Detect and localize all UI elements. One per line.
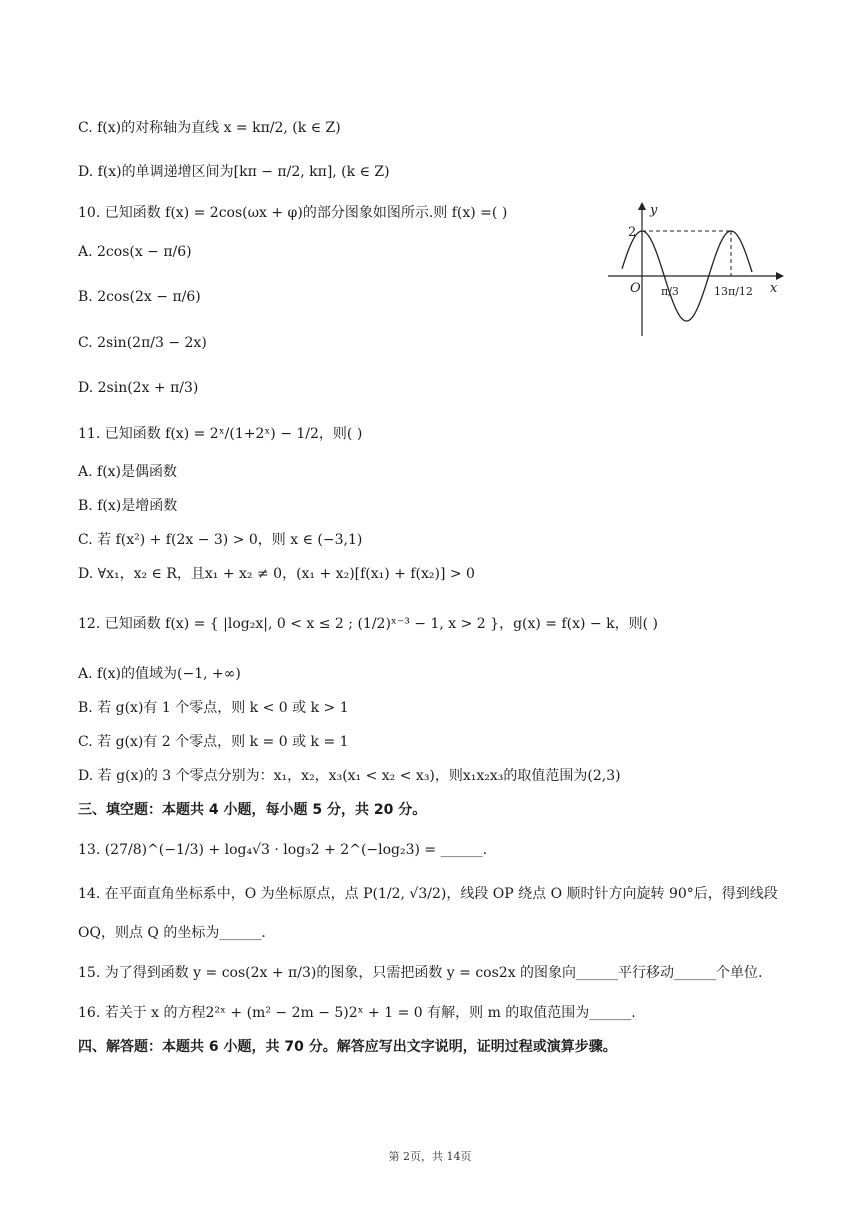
tick-13pi-over-12-label: 13π/12: [714, 285, 753, 298]
y-axis-arrow: [638, 202, 646, 210]
question-line: D. 2sin(2x + π/3): [78, 380, 199, 396]
question-line: C. f(x)的对称轴为直线 x = kπ/2, (k ∈ Z): [78, 120, 341, 136]
question-line: B. 2cos(2x − π/6): [78, 289, 201, 305]
question-line: C. 若 g(x)有 2 个零点，则 k = 0 或 k = 1: [78, 734, 349, 750]
question-line: 11. 已知函数 f(x) = 2ˣ/(1+2ˣ) − 1/2，则( ): [78, 426, 363, 442]
question-line: B. f(x)是增函数: [78, 498, 178, 514]
question-line: A. f(x)是偶函数: [78, 464, 178, 480]
origin-label: O: [630, 281, 641, 296]
page-footer: 第 2页，共 14页: [388, 1150, 472, 1163]
y-max-label: 2: [628, 225, 637, 240]
cosine-graph-figure: [604, 200, 784, 340]
question-line: A. f(x)的值域为(−1, +∞): [78, 666, 241, 682]
x-axis-label: x: [770, 281, 778, 296]
question-line: D. 若 g(x)的 3 个零点分别为：x₁，x₂，x₃(x₁ < x₂ < x₃)，则x₁x₂x₃的取值范围为(2,3): [78, 768, 621, 784]
x-axis-arrow: [776, 272, 784, 280]
question-line: 12. 已知函数 f(x) = { |log₂x|, 0 < x ≤ 2 ; (1/2)ˣ⁻³ − 1, x > 2 }，g(x) = f(x) − k，则( ): [78, 616, 658, 632]
question-line: 16. 若关于 x 的方程2²ˣ + (m² − 2m − 5)2ˣ + 1 = 0 有解，则 m 的取值范围为______.: [78, 1005, 636, 1021]
section-heading: 三、填空题：本题共 4 小题，每小题 5 分，共 20 分。: [78, 802, 427, 818]
question-line: A. 2cos(x − π/6): [78, 244, 192, 260]
question-line: 13. (27/8)^(−1/3) + log₄√3 · log₃2 + 2^(−log₂3) = ______.: [78, 842, 488, 858]
question-line: D. ∀x₁，x₂ ∈ R，且x₁ + x₂ ≠ 0，(x₁ + x₂)[f(x₁) + f(x₂)] > 0: [78, 566, 475, 582]
question-line: B. 若 g(x)有 1 个零点，则 k < 0 或 k > 1: [78, 700, 349, 716]
question-line: C. 2sin(2π/3 − 2x): [78, 335, 207, 351]
question-line: OQ，则点 Q 的坐标为______.: [78, 925, 266, 941]
section-heading: 四、解答题：本题共 6 小题，共 70 分。解答应写出文字说明，证明过程或演算步骤。: [78, 1039, 617, 1055]
question-line: C. 若 f(x²) + f(2x − 3) > 0，则 x ∈ (−3,1): [78, 532, 363, 548]
question-line: D. f(x)的单调递增区间为[kπ − π/2, kπ], (k ∈ Z): [78, 164, 390, 180]
y-axis-label: y: [650, 203, 658, 218]
tick-pi-over-3-label: π/3: [661, 285, 679, 298]
question-line: 15. 为了得到函数 y = cos(2x + π/3)的图象，只需把函数 y = cos2x 的图象向______平行移动______个单位.: [78, 965, 763, 981]
question-line: 10. 已知函数 f(x) = 2cos(ωx + φ)的部分图象如图所示.则 f(x) =( ): [78, 205, 508, 221]
question-line: 14. 在平面直角坐标系中，O 为坐标原点，点 P(1/2, √3/2)，线段 OP 绕点 O 顺时针方向旋转 90°后，得到线段: [78, 886, 778, 902]
